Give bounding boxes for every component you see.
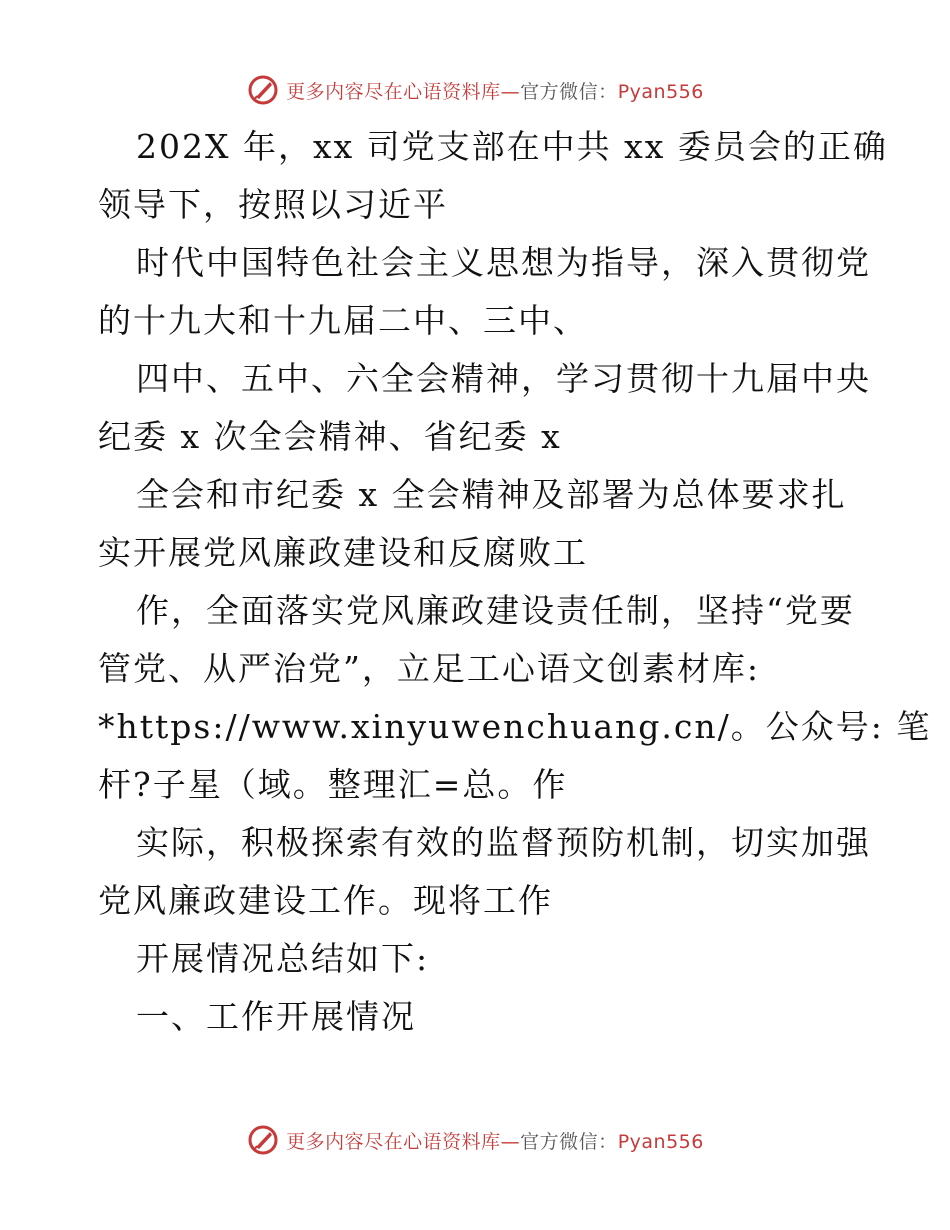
banner-separator: — xyxy=(500,1130,521,1153)
section-heading: 一、工作开展情况 xyxy=(136,997,416,1036)
text-line: 全会和市纪委 x 全会精神及部署为总体要求扎 xyxy=(136,475,847,514)
text-line: 纪委 x 次全会精神、省纪委 x xyxy=(98,417,562,456)
banner-contact-id: Pyan556 xyxy=(617,1130,704,1153)
text-line: 实开展党风廉政建设和反腐败工 xyxy=(98,533,588,572)
banner-main: 更多内容尽在心语资料库 xyxy=(286,1130,501,1153)
text-line: 四中、五中、六全会精神，学习贯彻十九届中央 xyxy=(136,359,871,398)
banner-separator: — xyxy=(500,80,521,103)
text-line: 202X 年，xx 司党支部在中共 xx 委员会的正确 xyxy=(136,127,888,166)
text-line: 的十九大和十九届二中、三中、 xyxy=(98,301,588,340)
banner-contact-label: 官方微信： xyxy=(520,80,618,103)
banner-text xyxy=(286,1127,704,1154)
banner-text xyxy=(286,77,704,104)
footer-banner xyxy=(0,1120,950,1160)
text-line: 实际，积极探索有效的监督预防机制，切实加强 xyxy=(136,823,871,862)
document-body xyxy=(98,118,932,1046)
quill-seal-icon xyxy=(246,73,280,107)
text-line: 作，全面落实党风廉政建设责任制，坚持“党要 xyxy=(136,591,855,630)
text-line: 管党、从严治党”，立足工心语文创素材库: xyxy=(98,649,760,688)
text-line: 时代中国特色社会主义思想为指导，深入贯彻党 xyxy=(136,243,871,282)
banner-contact-label: 官方微信： xyxy=(520,1130,618,1153)
banner-contact-id: Pyan556 xyxy=(617,80,704,103)
text-line: 领导下，按照以习近平 xyxy=(98,185,448,224)
quill-seal-icon xyxy=(246,1123,280,1157)
text-line: *https://www.xinyuwenchuang.cn/。公众号: 笔 xyxy=(98,707,932,746)
text-line: 党风廉政建设工作。现将工作 xyxy=(98,881,553,920)
banner-main: 更多内容尽在心语资料库 xyxy=(286,80,501,103)
text-line: 杆?子星（域。整理汇=总。作 xyxy=(98,765,568,804)
text-line: 开展情况总结如下: xyxy=(136,939,430,978)
header-banner xyxy=(0,70,950,110)
